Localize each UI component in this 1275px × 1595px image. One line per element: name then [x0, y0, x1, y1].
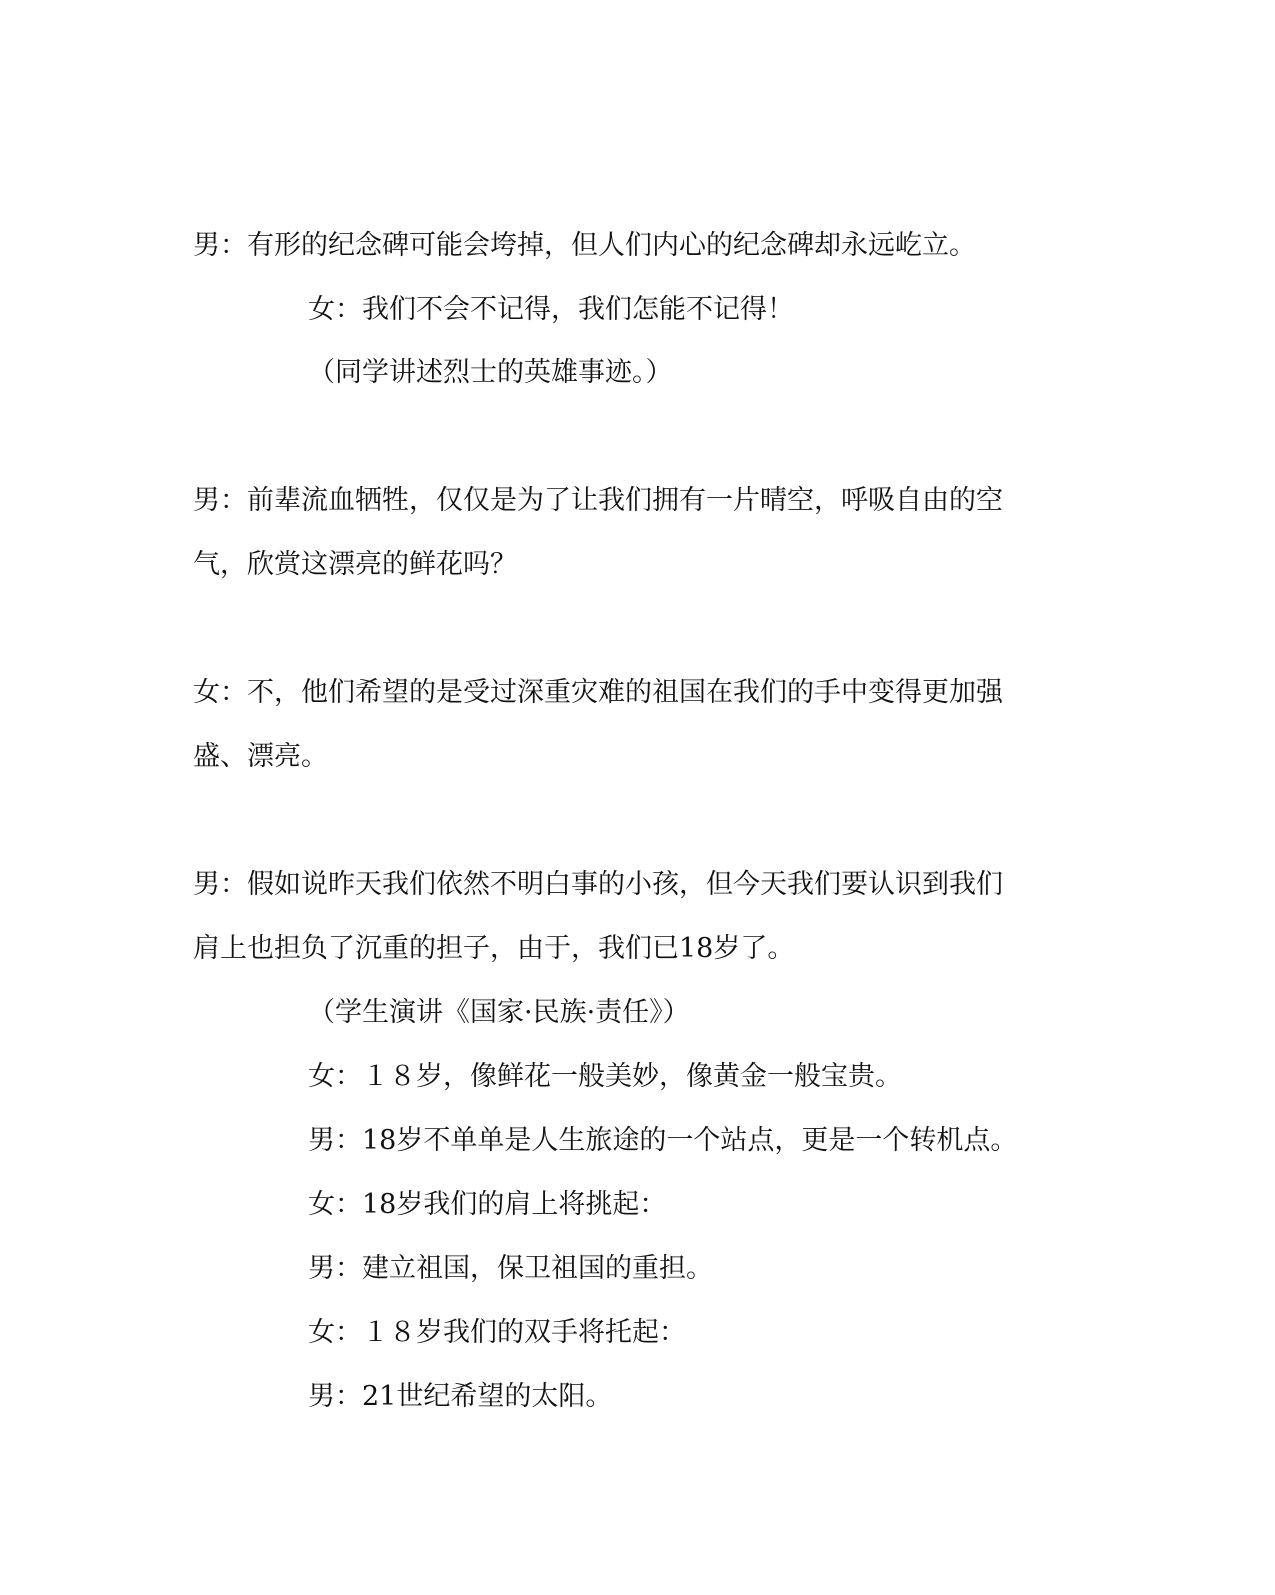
- stage-direction-1: （同学讲述烈士的英雄事迹。）: [308, 357, 673, 388]
- dialogue-line-5a: 男：假如说昨天我们依然不明白事的小孩，但今天我们要认识到我们: [193, 869, 1003, 900]
- dialogue-line-4a: 女：不，他们希望的是受过深重灾难的祖国在我们的手中变得更加强: [193, 677, 1003, 708]
- dialogue-line-10: 女：１８岁我们的双手将托起：: [308, 1317, 686, 1348]
- dialogue-line-1: 男：有形的纪念碑可能会垮掉，但人们内心的纪念碑却永远屹立。: [193, 230, 976, 261]
- dialogue-line-9: 男：建立祖国，保卫祖国的重担。: [308, 1253, 713, 1284]
- dialogue-line-11: 男：21世纪希望的太阳。: [308, 1381, 613, 1412]
- dialogue-line-6: 女：１８岁，像鲜花一般美妙，像黄金一般宝贵。: [308, 1061, 902, 1092]
- dialogue-line-3b: 气，欣赏这漂亮的鲜花吗？: [193, 549, 517, 580]
- dialogue-line-5b: 肩上也担负了沉重的担子，由于，我们已18岁了。: [193, 933, 795, 964]
- dialogue-line-4b: 盛、漂亮。: [193, 741, 328, 772]
- stage-direction-2: （学生演讲《国家·民族·责任》）: [308, 997, 690, 1028]
- dialogue-line-2: 女：我们不会不记得，我们怎能不记得！: [308, 294, 794, 325]
- dialogue-line-7: 男：18岁不单单是人生旅途的一个站点，更是一个转机点。: [308, 1125, 1018, 1156]
- dialogue-line-8: 女：18岁我们的肩上将挑起：: [308, 1189, 667, 1220]
- dialogue-line-3a: 男：前辈流血牺牲，仅仅是为了让我们拥有一片晴空，呼吸自由的空: [193, 485, 1003, 516]
